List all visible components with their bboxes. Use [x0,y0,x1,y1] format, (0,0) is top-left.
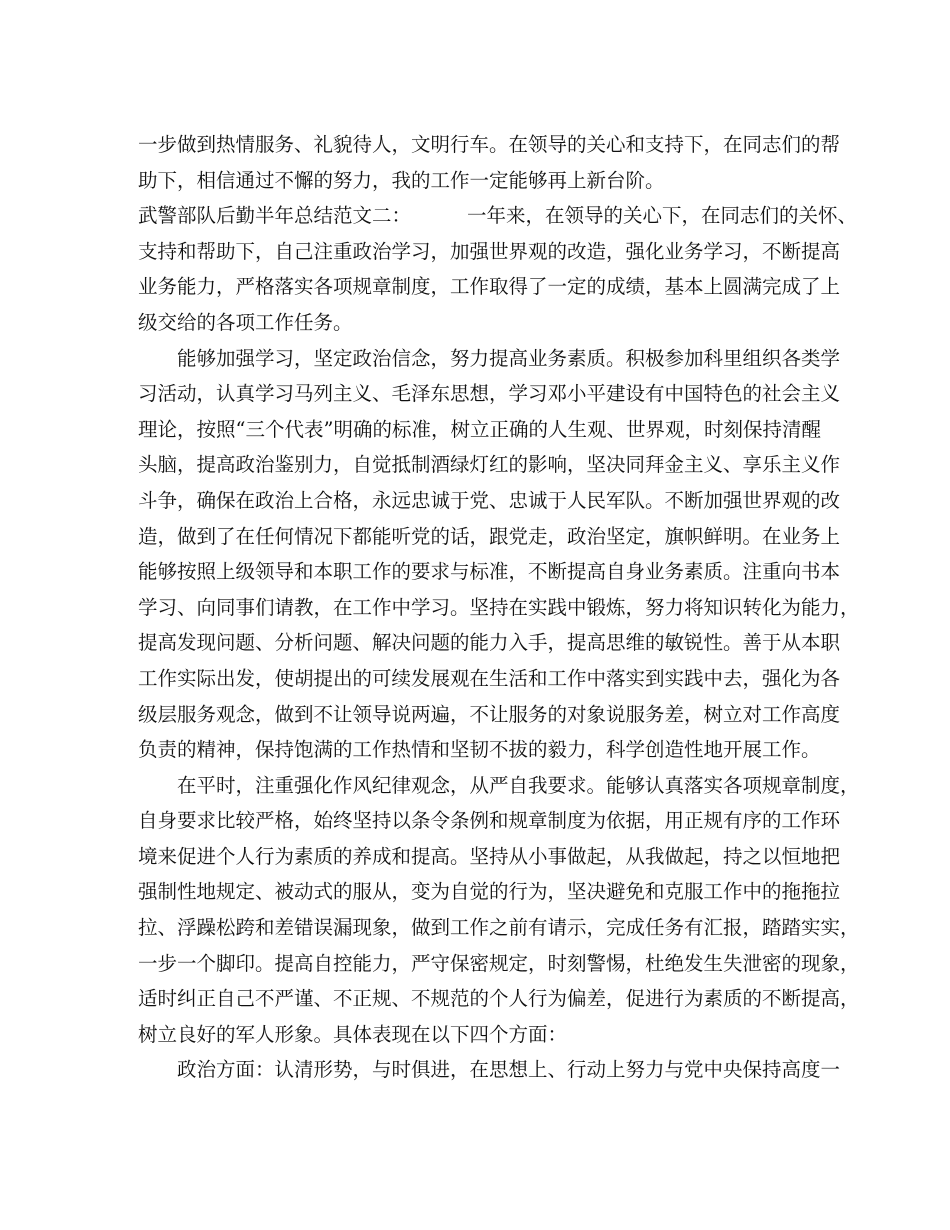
section-heading-line [138,198,858,234]
text-line: 理论，按照“三个代表”明确的标准，树立正确的人生观、世界观，时刻保持清醒 [138,417,821,441]
text-line: 斗争，确保在政治上合格，永远忠诚于党、忠诚于人民军队。不断加强世界观的改 [138,488,841,512]
text-line: 工作实际出发，使胡提出的可续发展观在生活和工作中落实到实践中去，强化为各 [138,666,841,690]
text-line: 境来促进个人行为素质的养成和提高。坚持从小事做起，从我做起，持之以恒地把 [138,844,841,868]
text-line: 习活动，认真学习马列主义、毛泽东思想，学习邓小平建设有中国特色的社会主义 [138,382,841,406]
text-line: 自身要求比较严格，始终坚持以条令条例和规章制度为依据，用正规有序的工作环 [138,809,841,833]
text-line: 拉、浮躁松跨和差错误漏现象，做到工作之前有请示，完成任务有汇报，踏踏实实， [138,916,860,940]
section-title: 武警部队后勤半年总结范文二： [138,204,412,228]
text-line: 助下，相信通过不懈的努力，我的工作一定能够再上新台阶。 [138,168,665,192]
document-page [138,127,860,1088]
text-line: 一步做到热情服务、礼貌待人，文明行车。在领导的关心和支持下，在同志们的帮 [138,133,841,156]
text-line: 在平时，注重强化作风纪律观念，从严自我要求。能够认真落实各项规章制度， [177,773,860,797]
text-line: 能够加强学习，坚定政治信念，努力提高业务素质。积极参加科里组织各类学 [177,346,841,370]
text-line: 能够按照上级领导和本职工作的要求与标准，不断提高自身业务素质。注重向书本 [138,560,841,584]
text-line: 树立良好的军人形象。具体表现在以下四个方面： [138,1022,568,1046]
text-line: 级交给的各项工作任务。 [138,310,353,334]
text-line: 负责的精神，保持饱满的工作热情和坚韧不拔的毅力，科学创造性地开展工作。 [138,738,821,762]
text-line: 一步一个脚印。提高自控能力，严守保密规定，时刻警惕，杜绝发生失泄密的现象， [138,951,860,975]
section-first-sentence: 一年来，在领导的关心下，在同志们的关怀、 [467,204,858,228]
text-line: 提高发现问题、分析问题、解决问题的能力入手，提高思维的敏锐性。善于从本职 [138,631,841,655]
text-line: 学习、向同事们请教，在工作中学习。坚持在实践中锻炼，努力将知识转化为能力， [138,595,860,619]
text-line: 适时纠正自己不严谨、不正规、不规范的个人行为偏差，促进行为素质的不断提高， [138,987,860,1011]
text-line: 政治方面：认清形势，与时俱进，在思想上、行动上努力与党中央保持高度一 [177,1058,841,1082]
text-line: 业务能力，严格落实各项规章制度，工作取得了一定的成绩，基本上圆满完成了上 [138,275,841,299]
text-line: 强制性地规定、被动式的服从，变为自觉的行为，坚决避免和克服工作中的拖拖拉 [138,880,841,904]
text-line: 头脑，提高政治鉴别力，自觉抵制酒绿灯红的影响，坚决同拜金主义、享乐主义作 [138,453,841,477]
text-line: 支持和帮助下，自己注重政治学习，加强世界观的改造，强化业务学习，不断提高 [138,239,841,263]
text-line: 级层服务观念，做到不让领导说两遍，不让服务的对象说服务差，树立对工作高度 [138,702,841,726]
text-line: 造，做到了在任何情况下都能听党的话，跟党走，政治坚定，旗帜鲜明。在业务上 [138,524,841,548]
